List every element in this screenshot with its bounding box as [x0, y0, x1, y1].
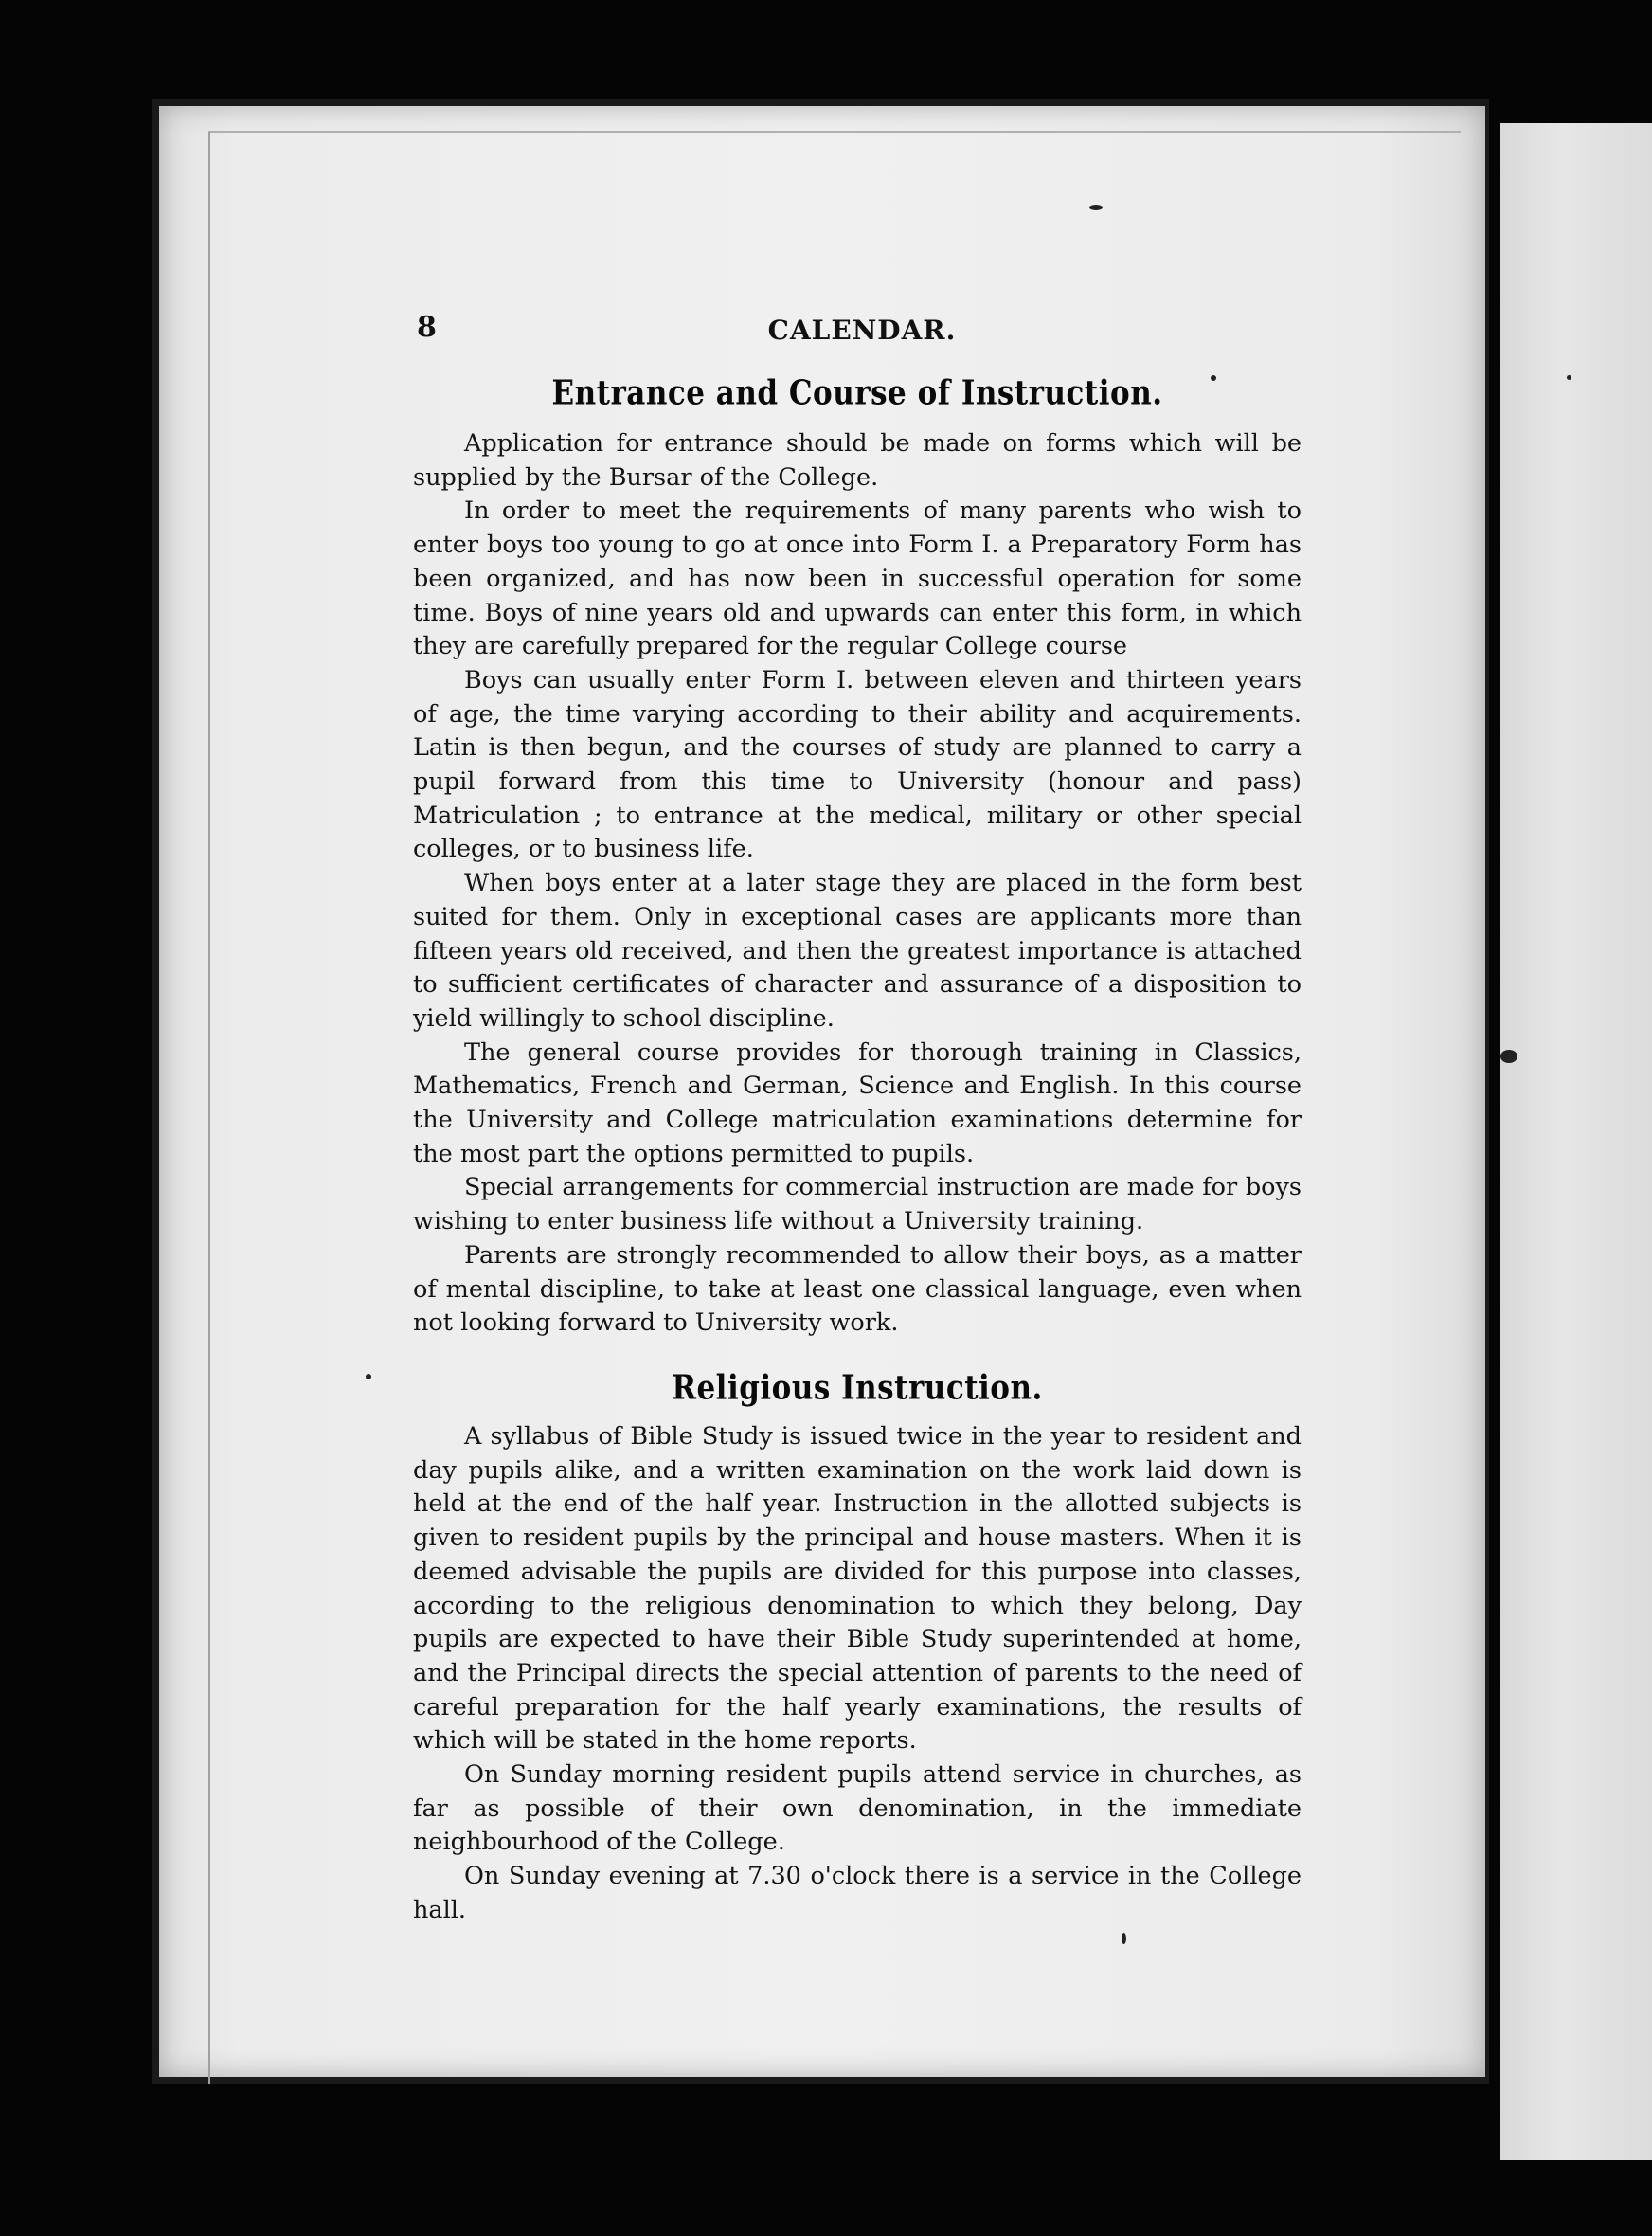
paragraph: When boys enter at a later stage they are placed in the form best suited for them. Only in exceptional cases are applicants more than fifteen years old received, and then the greatest importance is attached to sufficient certificates of character and assurance of a disposition to yield willingly to school discipline. [413, 869, 1302, 1033]
section-heading-entrance: Entrance and Course of Instruction. [551, 373, 1163, 413]
paragraph: Parents are strongly recommended to allow their boys, as a matter of mental discipline, to take at least one classical language, even when not looking forward to University work. [413, 1240, 1302, 1338]
paragraph: The general course provides for thorough training in Classics, Mathematics, French and German, Science and English. In this course the University and College matriculation examinations determine for the most part the options permitted to pupils. [413, 1037, 1302, 1168]
paragraph: On Sunday evening at 7.30 o'clock there is a service in the College hall. [413, 1862, 1302, 1924]
section-heading-religious: Religious Instruction. [672, 1368, 1043, 1408]
scan-speck [366, 1374, 371, 1379]
scan-speck [1089, 205, 1103, 210]
page-header [417, 311, 1307, 358]
running-head: CALENDAR. [767, 315, 957, 346]
paragraph: Special arrangements for commercial instruction are made for boys wishing to enter business life without a University training. [413, 1173, 1302, 1236]
body-text [413, 374, 1302, 1928]
adjacent-page-edge [1500, 123, 1652, 2160]
paragraph: In order to meet the requirements of many parents who wish to enter boys too young to go at once into Form I. a Preparatory Form has been organized, and has now been in successful operation for some time. Boys of nine years old and upwards can enter this form, in which they are carefully prepared for the regular College course [413, 496, 1302, 661]
page-number: 8 [417, 311, 437, 344]
paragraph: Application for entrance should be made on forms which will be supplied by the Bursar of the College. [413, 429, 1302, 492]
scan-speck [1500, 1050, 1517, 1063]
scan-speck [1211, 375, 1216, 381]
scan-speck [1122, 1933, 1126, 1944]
paragraph: A syllabus of Bible Study is issued twice in the year to resident and day pupils alike, and a written examination on the work laid down is held at the end of the half year. Instruction in the allotted subjects is given to resident pupils by the principal and house masters. When it is deemed advisable the pupils are divided for this purpose into classes, according to the religious denomination to which they belong, Day pupils are expected to have their Bible Study superintended at home, and the Principal directs the special attention of parents to the need of careful preparation for the half yearly examinations, the results of which will be stated in the home reports. [413, 1421, 1302, 1756]
paragraph: On Sunday morning resident pupils attend service in churches, as far as possible of their own denomination, in the immediate neighbourhood of the College. [413, 1760, 1302, 1857]
scan-speck [1567, 375, 1571, 380]
paragraph: Boys can usually enter Form I. between eleven and thirteen years of age, the time varying according to their ability and acquirements. Latin is then begun, and the courses of study are planned to carry a pupil forward from this time to University (honour and pass) Matriculation ; to entrance at the medical, military or other special colleges, or to business life. [413, 665, 1302, 864]
